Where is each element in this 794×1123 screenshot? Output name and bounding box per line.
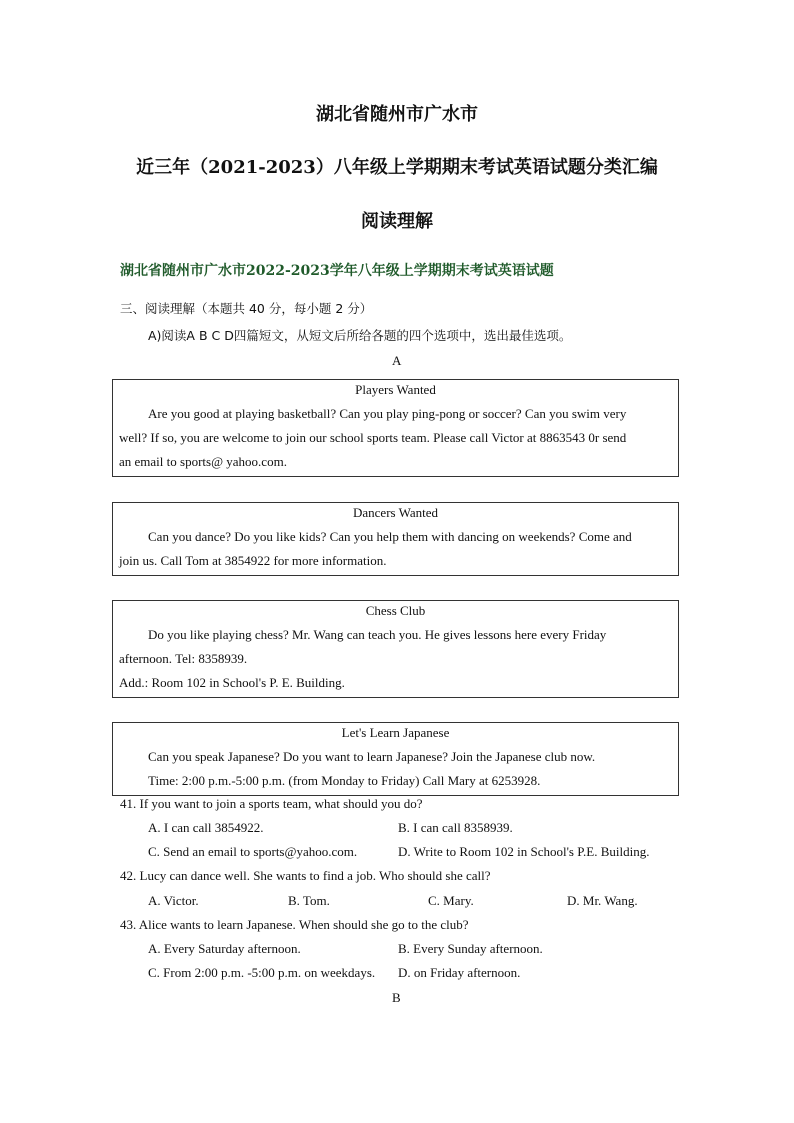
ad-line: afternoon. Tel: 8358939. — [119, 651, 248, 666]
exam-source-subtitle: 湖北省随州市广水市2022-2023学年八年级上学期期末考试英语试题 — [120, 263, 554, 279]
passage-a-label: A — [392, 353, 402, 368]
ad-box-dancers-wanted — [112, 502, 679, 576]
ad-box-chess-club — [112, 600, 679, 698]
ad-line: Add.: Room 102 in School's P. E. Building. — [119, 675, 345, 690]
question-41-option-b: B. I can call 8358939. — [398, 820, 513, 835]
ad-line: well? If so, you are welcome to join our school sports team. Please call Victor at 8863543 0r send — [119, 430, 627, 445]
ad-line: Are you good at playing basketball? Can you play ping-pong or soccer? Can you swim very — [148, 406, 627, 421]
doc-title-topic: 阅读理解 — [361, 211, 433, 232]
question-42-option-d: D. Mr. Wang. — [567, 893, 638, 908]
doc-title-collection: 近三年（2021-2023）八年级上学期期末考试英语试题分类汇编 — [136, 157, 658, 178]
ad-title: Let's Learn Japanese — [341, 725, 450, 740]
ad-line: Can you dance? Do you like kids? Can you help them with dancing on weekends? Come and — [148, 529, 632, 544]
section-instruction: A)阅读A B C D四篇短文，从短文后所给各题的四个选项中，选出最佳选项。 — [148, 328, 572, 343]
question-41-option-a: A. I can call 3854922. — [148, 820, 264, 835]
question-43-option-a: A. Every Saturday afternoon. — [148, 941, 301, 956]
ad-title: Chess Club — [365, 603, 426, 618]
doc-title-region: 湖北省随州市广水市 — [316, 104, 478, 125]
ad-line: an email to sports@ yahoo.com. — [119, 454, 287, 469]
ad-line: Time: 2:00 p.m.-5:00 p.m. (from Monday to Friday) Call Mary at 6253928. — [148, 773, 541, 788]
ad-box-players-wanted — [112, 379, 679, 477]
ad-line: join us. Call Tom at 3854922 for more information. — [119, 553, 387, 568]
question-43-option-b: B. Every Sunday afternoon. — [398, 941, 543, 956]
question-42-stem: 42. Lucy can dance well. She wants to find a job. Who should she call? — [120, 868, 491, 883]
question-43-stem: 43. Alice wants to learn Japanese. When should she go to the club? — [120, 917, 469, 932]
ad-line: Do you like playing chess? Mr. Wang can teach you. He gives lessons here every Friday — [148, 627, 607, 642]
ad-title: Dancers Wanted — [353, 505, 438, 520]
question-43-option-c: C. From 2:00 p.m. -5:00 p.m. on weekdays. — [148, 965, 376, 980]
ad-line: Can you speak Japanese? Do you want to learn Japanese? Join the Japanese club now. — [148, 749, 596, 764]
question-42-option-c: C. Mary. — [428, 893, 474, 908]
question-41-option-d: D. Write to Room 102 in School's P.E. Building. — [398, 844, 650, 859]
question-41-stem: 41. If you want to join a sports team, what should you do? — [120, 796, 423, 811]
question-42-option-b: B. Tom. — [288, 893, 330, 908]
question-43-option-d: D. on Friday afternoon. — [398, 965, 521, 980]
ad-box-learn-japanese — [112, 722, 679, 796]
section-heading: 三、阅读理解（本题共 40 分，每小题 2 分） — [120, 301, 373, 316]
passage-b-label: B — [392, 990, 401, 1005]
question-42-option-a: A. Victor. — [148, 893, 199, 908]
ad-title: Players Wanted — [355, 382, 436, 397]
question-41-option-c: C. Send an email to sports@yahoo.com. — [148, 844, 358, 859]
